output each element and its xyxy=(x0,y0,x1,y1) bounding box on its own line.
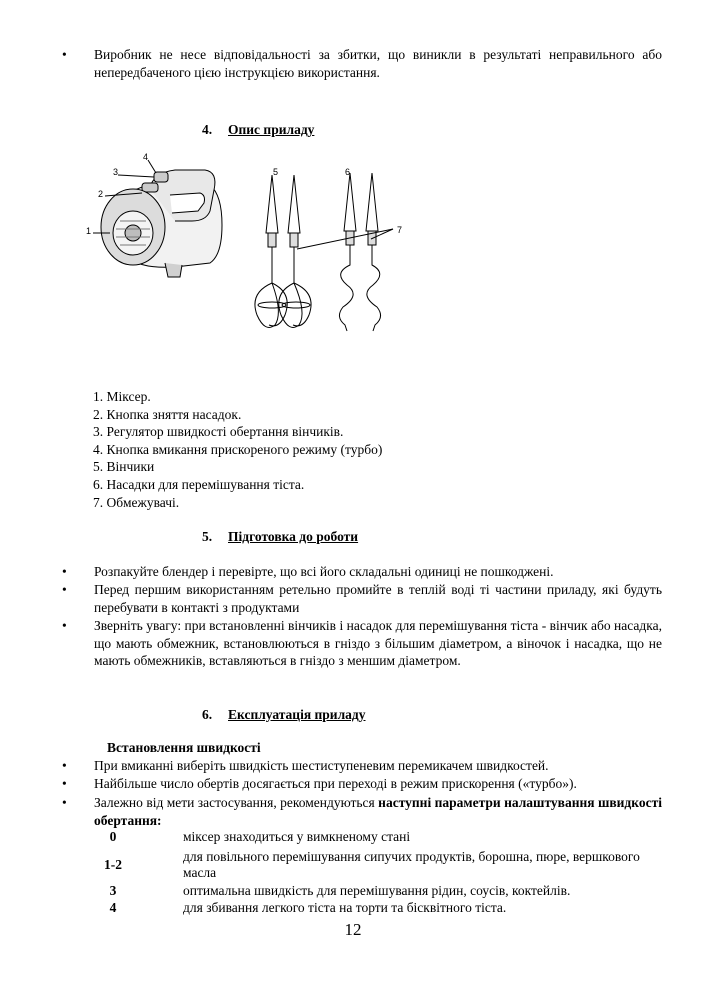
callout-3: 3 xyxy=(113,167,119,177)
speed-bullet xyxy=(62,757,662,775)
section-4-number: 4. xyxy=(202,122,213,137)
section-6-heading xyxy=(202,706,366,723)
prep-bullet xyxy=(62,581,662,616)
bullet-glyph: • xyxy=(62,47,67,62)
prep-bullet-text: Розпакуйте блендер і перевірте, що всі його складальні одиниці не пошкоджені. xyxy=(94,564,554,579)
speed-code: 0 xyxy=(109,829,117,844)
bullet-glyph: • xyxy=(62,564,67,579)
intro-bullet xyxy=(62,46,662,81)
speed-description: міксер знаходиться у вимкненому стані xyxy=(183,829,411,844)
bullet-glyph: • xyxy=(62,618,67,633)
speed-bullet-plain: Залежно від мети застосування, рекомендуються xyxy=(94,795,379,810)
speed-bullet xyxy=(62,794,662,829)
speed-code: 3 xyxy=(109,883,117,898)
intro-bullet-text: Виробник не несе відповідальності за збитки, що виникли в результаті неправильного або непередбаченого цією інструкцією використання. xyxy=(94,47,662,80)
section-6-title: Експлуатація приладу xyxy=(228,707,366,722)
callout-4: 4 xyxy=(143,152,149,162)
legend-item: 4. Кнопка вмикання прискореного режиму (турбо) xyxy=(93,441,383,457)
speed-description: для повільного перемішування сипучих продуктів, борошна, пюре, вершкового масла xyxy=(183,849,640,880)
speed-row xyxy=(96,849,656,881)
bullet-glyph: • xyxy=(62,758,67,773)
prep-bullet xyxy=(62,563,662,581)
legend-item: 7. Обмежувачі. xyxy=(93,494,180,510)
speed-bullet xyxy=(62,775,662,793)
speed-row xyxy=(96,900,656,916)
speed-description: для збивання легкого тіста на торти та бісквітного тіста. xyxy=(183,900,507,915)
callout-1: 1 xyxy=(86,226,92,236)
section-5-number: 5. xyxy=(202,529,213,544)
speed-code: 4 xyxy=(109,900,117,915)
callout-6: 6 xyxy=(345,167,351,177)
speed-bullet-text xyxy=(94,794,662,829)
bullet-glyph: • xyxy=(62,776,67,791)
section-6-number: 6. xyxy=(202,707,213,722)
callout-2: 2 xyxy=(98,189,104,199)
section-5-heading xyxy=(202,528,358,545)
section-4-title: Опис приладу xyxy=(228,122,315,137)
speed-setting-subheading: Встановлення швидкості xyxy=(107,740,261,755)
speed-bullet-bold: наступні параметри налаштування швидкості обертання: xyxy=(94,795,662,828)
legend-item: 5. Вінчики xyxy=(93,459,155,475)
speed-description: оптимальна швидкість для перемішування рідин, соусів, коктейлів. xyxy=(183,883,571,898)
mixer-body-illustration xyxy=(80,145,240,285)
legend-item: 1. Міксер. xyxy=(93,389,151,404)
section-5-title: Підготовка до роботи xyxy=(228,529,359,544)
callout-7: 7 xyxy=(397,225,403,235)
legend-item: 6. Насадки для перемішування тіста. xyxy=(93,476,305,492)
prep-bullet xyxy=(62,617,662,670)
parts-legend xyxy=(93,388,382,511)
speed-row xyxy=(96,829,656,845)
section-4-heading xyxy=(202,121,314,138)
speed-bullet-text: Найбільше число обертів досягається при переході в режим прискорення («турбо»). xyxy=(94,776,577,791)
prep-bullet-text: Перед першим використанням ретельно промийте в теплій воді ті частини приладу, які будуть перебувати в контакті з продуктами xyxy=(94,582,662,615)
prep-bullet-text: Зверніть увагу: при встановленні вінчиків і насадок для перемішування тіста - вінчик або насадка, що мають обмежник, встановлюються в гніздо з більшим діаметром, а віночок і насадка, що не мають обмежників, вставляються в гніздо з меншим діаметром. xyxy=(94,618,662,668)
beaters-and-hooks-illustration xyxy=(235,165,415,345)
callout-5: 5 xyxy=(273,167,279,177)
speed-bullet-text: При вмиканні виберіть швидкість шестиступеневим перемикачем швидкостей. xyxy=(94,758,549,773)
bullet-glyph: • xyxy=(62,795,67,810)
speed-row xyxy=(96,883,656,899)
speed-code: 1-2 xyxy=(104,857,122,872)
bullet-glyph: • xyxy=(62,582,67,597)
page-number: 12 xyxy=(344,920,362,939)
legend-item: 3. Регулятор швидкості обертання вінчиків. xyxy=(93,424,344,440)
legend-item: 2. Кнопка зняття насадок. xyxy=(93,406,242,422)
